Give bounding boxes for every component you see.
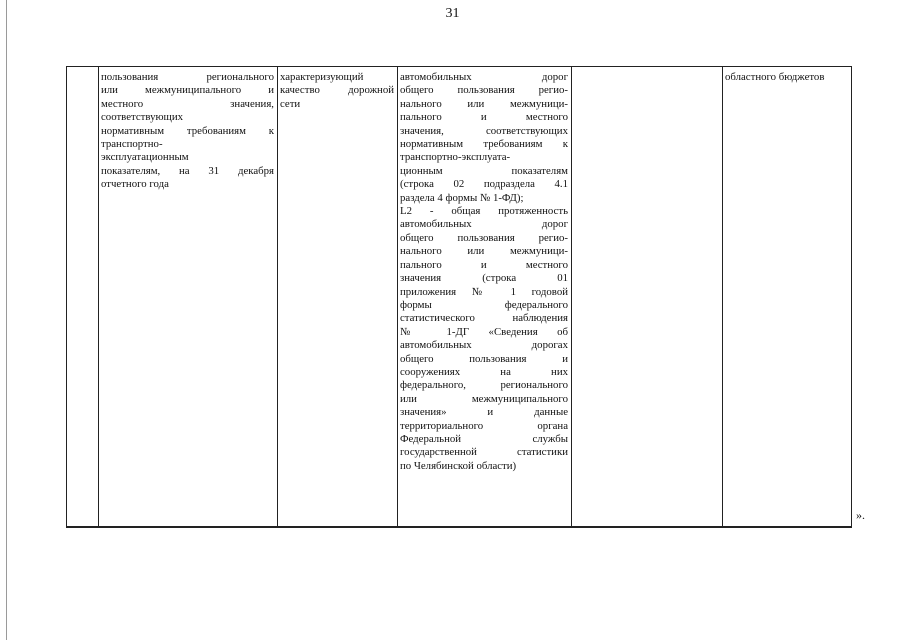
- text-line: статистического наблюдения: [400, 312, 568, 325]
- column-divider-6: [722, 66, 723, 528]
- text-line: общего пользования и: [400, 352, 568, 365]
- text-line: нормативным требованиям к: [400, 138, 568, 151]
- text-line: нормативным требованиям к: [101, 124, 274, 137]
- page-number: 31: [445, 6, 460, 21]
- text-line: L2 - общая протяженность: [400, 205, 568, 218]
- text-line: по Челябинской области): [400, 459, 517, 472]
- column-divider-7: [851, 66, 852, 528]
- text-line: транспортно-эксплуата-: [400, 151, 511, 164]
- text-line: значения (строка 01: [400, 272, 568, 285]
- text-line: соответствующих: [101, 111, 184, 124]
- column-divider-2: [98, 66, 99, 528]
- text-line: сети: [280, 97, 301, 110]
- table-top-border: [66, 66, 852, 67]
- text-line: качество дорожной: [280, 84, 394, 97]
- table-bottom-border: [66, 526, 852, 528]
- column-divider-5: [571, 66, 572, 528]
- cell-funding-source: [725, 71, 849, 84]
- text-line: государственной статистики: [400, 446, 568, 459]
- text-line: пального и местного: [400, 258, 568, 271]
- text-line: эксплуатационным: [101, 151, 189, 164]
- text-line: значения, соответствующих: [400, 124, 568, 137]
- text-line: местного значения,: [101, 97, 274, 110]
- text-line: нального или межмуници-: [400, 245, 568, 258]
- cell-indicator-name: [101, 71, 274, 192]
- column-divider-4: [397, 66, 398, 528]
- text-line: общего пользования регио-: [400, 84, 568, 97]
- text-line: областного бюджетов: [725, 71, 825, 83]
- text-line: или межмуниципального и: [101, 84, 274, 97]
- text-line: характеризующий: [280, 71, 364, 83]
- text-line: приложения № 1 годовой: [400, 285, 568, 298]
- text-line: федерального, регионального: [400, 379, 568, 392]
- text-line: пользования регионального: [101, 71, 274, 83]
- text-line: транспортно-: [101, 138, 163, 151]
- text-line: Федеральной службы: [400, 432, 568, 445]
- text-line: № 1-ДГ «Сведения об: [400, 325, 568, 338]
- text-line: или межмуниципального: [400, 392, 568, 405]
- text-line: автомобильных дорог: [400, 71, 568, 83]
- text-line: раздела 4 формы № 1-ФД);: [400, 191, 524, 204]
- text-line: формы федерального: [400, 298, 568, 311]
- criteria-table: [66, 66, 852, 528]
- column-divider-3: [277, 66, 278, 528]
- cell-calculation-method: [400, 71, 568, 473]
- text-line: ционным показателям: [400, 164, 568, 177]
- column-divider-1: [66, 66, 67, 528]
- closing-quote-mark: ».: [856, 508, 865, 522]
- text-line: отчетного года: [101, 178, 169, 191]
- text-line: общего пользования регио-: [400, 231, 568, 244]
- text-line: территориального органа: [400, 419, 568, 432]
- text-line: пального и местного: [400, 111, 568, 124]
- scan-left-edge: [6, 0, 7, 640]
- text-line: (строка 02 подраздела 4.1: [400, 178, 568, 191]
- text-line: значения» и данные: [400, 406, 568, 419]
- text-line: нального или межмуници-: [400, 97, 568, 110]
- cell-indicator-meaning: [280, 71, 394, 111]
- text-line: показателям, на 31 декабря: [101, 164, 274, 177]
- text-line: сооружениях на них: [400, 365, 568, 378]
- text-line: автомобильных дорог: [400, 218, 568, 231]
- text-line: автомобильных дорогах: [400, 339, 568, 352]
